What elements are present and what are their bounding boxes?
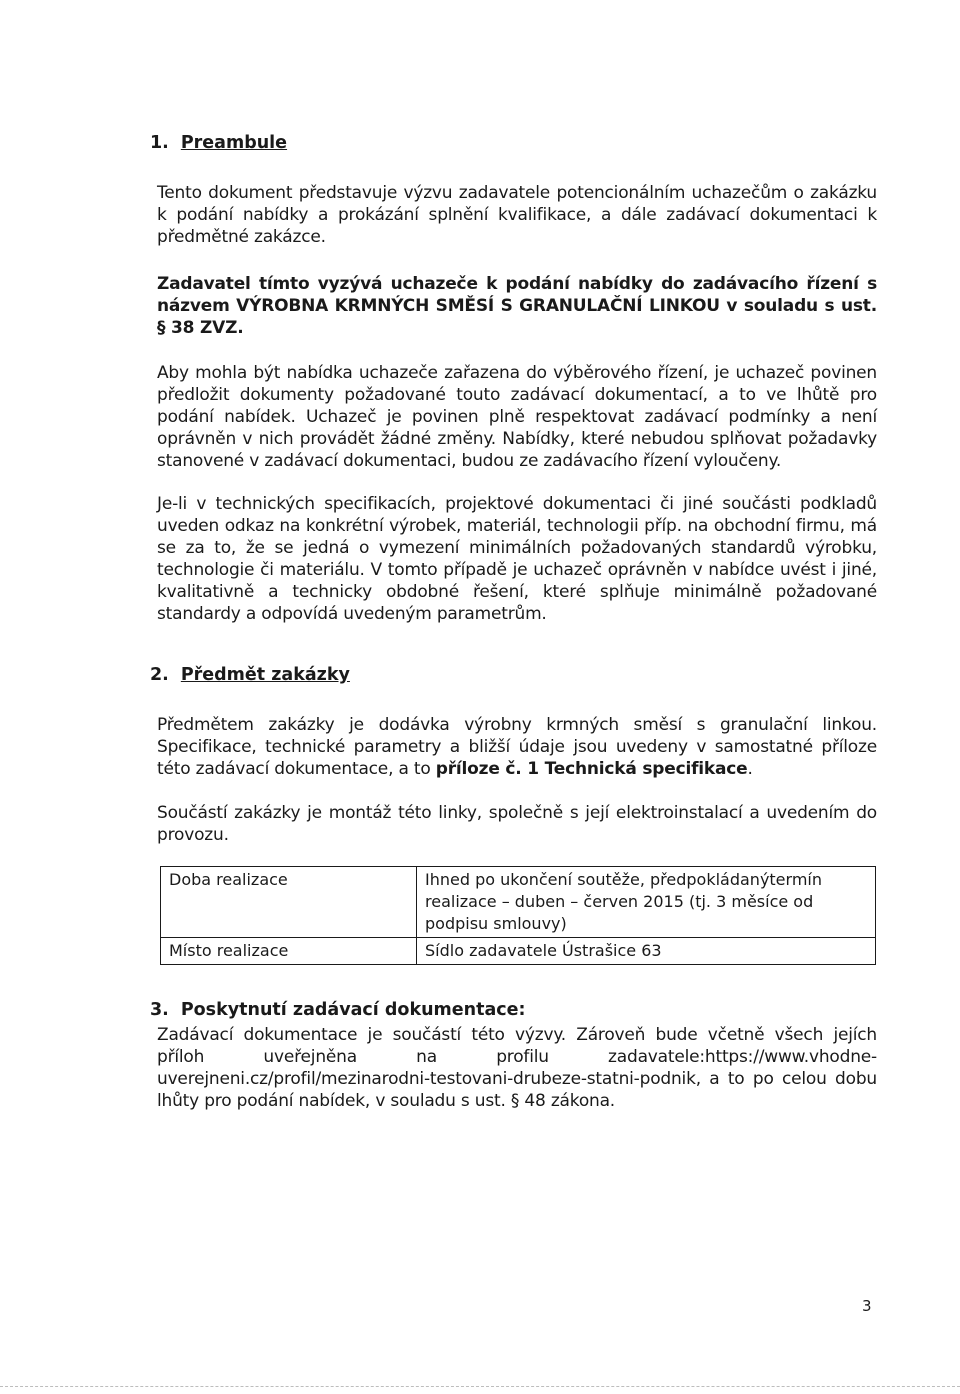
subject-paragraph-1-text: Předmětem zakázky je dodávka výrobny krmných směsí s granulační linkou. Specifikace, technické parametry a bližší údaje jsou uvedeny v samostatné příloze této zadávací dokumentace, a to bbox=[157, 715, 877, 779]
table-cell-label: Doba realizace bbox=[161, 867, 417, 938]
table-cell-value: Ihned po ukončení soutěže, předpokládanýtermín realizace – duben – červen 2015 (tj. 3 měsíce od podpisu smlouvy) bbox=[417, 867, 876, 938]
section-3-heading bbox=[150, 1000, 526, 1020]
preamble-paragraph-4: Je-li v technických specifikacích, projektové dokumentaci či jiné součásti podkladů uveden odkaz na konkrétní výrobek, materiál, technologii příp. na obchodní firmu, má se za to, že se jedná o vymezení minimálních požadovaných standardů výrobku, technologie či materiálu. V tomto případě je uchazeč oprávněn v nabídce uvést i jiné, kvalitativně a technicky obdobné řešení, které splňuje minimálně požadované standardy a odpovídá uvedeným parametrům. bbox=[157, 494, 877, 624]
section-1-number: 1. bbox=[150, 133, 169, 153]
section-1-title: Preambule bbox=[180, 133, 288, 153]
section-2-title: Předmět zakázky bbox=[180, 665, 350, 685]
section-1-heading bbox=[150, 133, 287, 153]
realization-table bbox=[160, 866, 876, 965]
section-3-number: 3. bbox=[150, 1000, 169, 1020]
subject-paragraph-2: Součástí zakázky je montáž této linky, společně s její elektroinstalací a uvedením do provozu. bbox=[157, 803, 877, 845]
section-2-heading bbox=[150, 665, 350, 685]
table-row bbox=[161, 938, 876, 965]
preamble-paragraph-3: Aby mohla být nabídka uchazeče zařazena do výběrového řízení, je uchazeč povinen předložit dokumenty požadované touto zadávací dokumentací, a to ve lhůtě pro podání nabídek. Uchazeč je povinen plně respektovat zadávací podmínky a není oprávněn v nich provádět žádné změny. Nabídky, které nebudou splňovat požadavky stanovené v zadávací dokumentaci, budou ze zadávacího řízení vyloučeny. bbox=[157, 363, 877, 471]
page-number: 3 bbox=[862, 1297, 872, 1315]
table-cell-label: Místo realizace bbox=[161, 938, 417, 965]
subject-paragraph-1-bold: příloze č. 1 Technická specifikace bbox=[435, 759, 748, 779]
preamble-paragraph-2: Zadavatel tímto vyzývá uchazeče k podání nabídky do zadávacího řízení s názvem VÝROBNA KRMNÝCH SMĚSÍ S GRANULAČNÍ LINKOU v souladu s ust. § 38 ZVZ. bbox=[157, 274, 877, 338]
documentation-paragraph-1: Zadávací dokumentace je součástí této výzvy. Zároveň bude včetně všech jejích příloh uveřejněna na profilu zadavatele:https://www.vhodne-uverejneni.cz/profil/mezinarodni-testovani-drubeze-statni-podnik, a to po celou dobu lhůty pro podání nabídek, v souladu s ust. § 48 zákona. bbox=[157, 1025, 877, 1111]
preamble-paragraph-1: Tento dokument představuje výzvu zadavatele potencionálním uchazečům o zakázku k podání nabídky a prokázání splnění kvalifikace, a dále zadávací dokumentaci k předmětné zakázce. bbox=[157, 183, 877, 247]
subject-paragraph-1 bbox=[157, 714, 877, 780]
section-3-title: Poskytnutí zadávací dokumentace: bbox=[180, 1000, 526, 1020]
table-row bbox=[161, 867, 876, 938]
section-2-number: 2. bbox=[150, 665, 169, 685]
subject-paragraph-1-end: . bbox=[747, 759, 753, 779]
table-cell-value: Sídlo zadavatele Ústrašice 63 bbox=[417, 938, 876, 965]
scan-edge-divider bbox=[0, 1386, 960, 1387]
